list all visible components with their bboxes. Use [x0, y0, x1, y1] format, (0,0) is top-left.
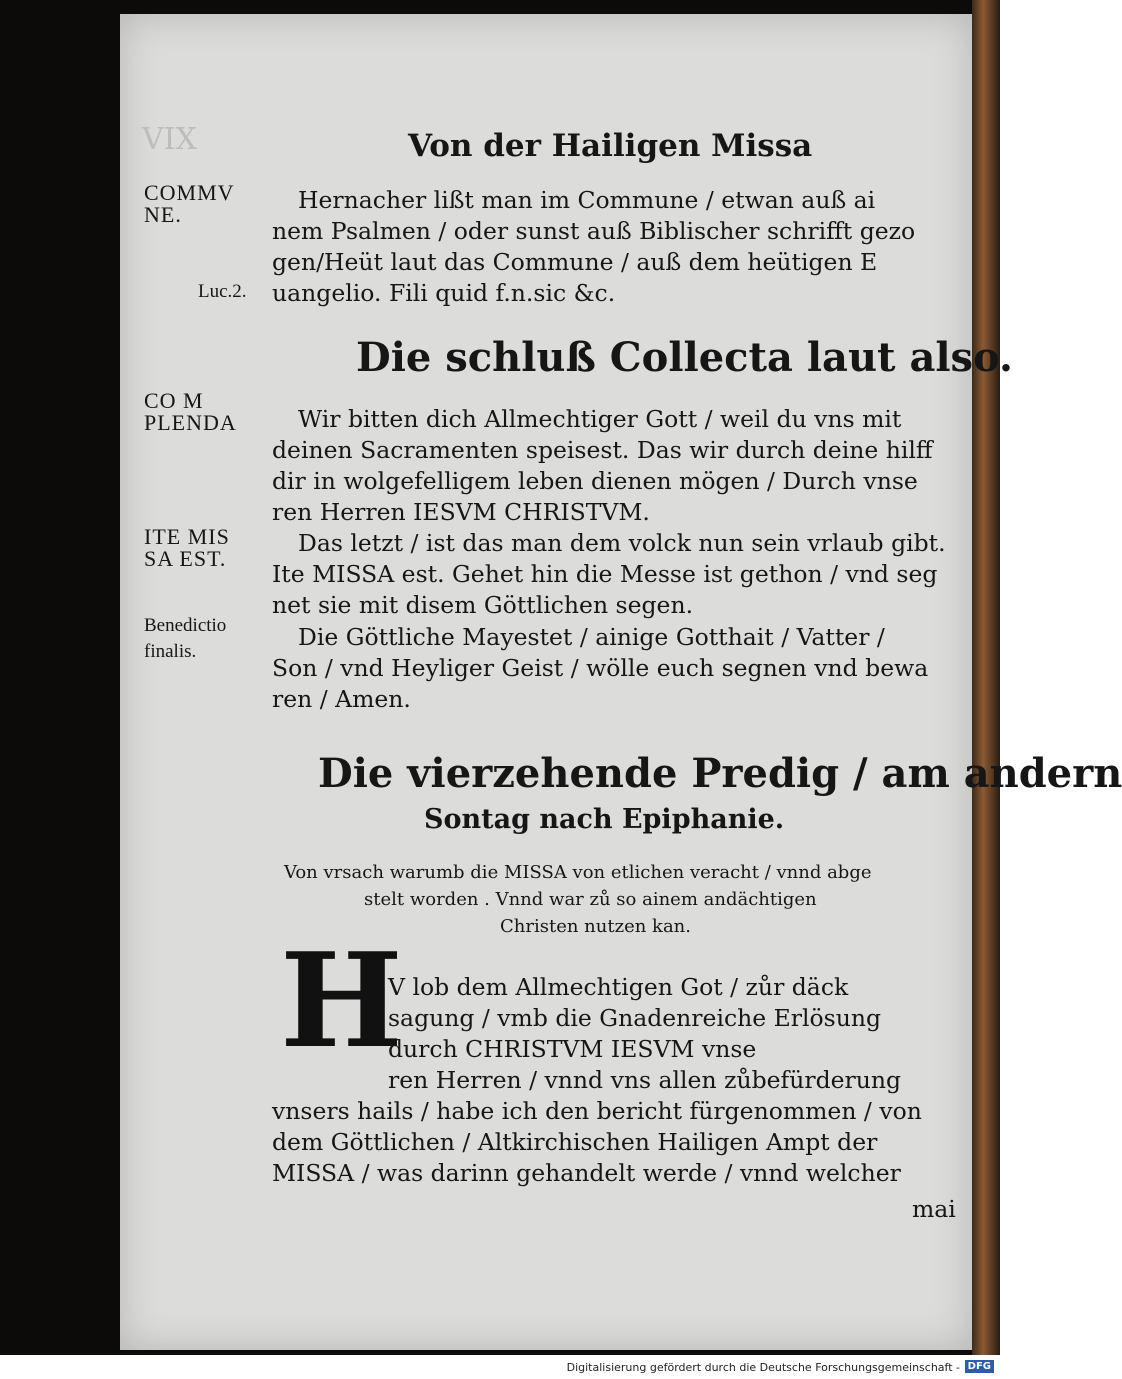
margin-note-benedictio-1: Benedictio — [144, 615, 227, 636]
text-line: durch CHRISTVM IESVM vnse — [388, 1035, 757, 1063]
dropcap-initial: H — [280, 924, 403, 1077]
text-line: Hernacher lißt man im Commune / etwan auß ai — [298, 186, 876, 214]
sermon-heading-line-1: Die vierzehende Predig / am andern — [318, 750, 1122, 797]
margin-note-complenda-2: PLENDA — [144, 410, 237, 435]
text-line: nem Psalmen / oder sunst auß Biblischer schrifft gezo — [272, 217, 916, 245]
ghost-folio: VIX — [142, 122, 197, 157]
text-line: ren Herren / vnnd vns allen zůbefürderung — [388, 1066, 902, 1094]
book-gutter — [972, 0, 1000, 1355]
text-line: Wir bitten dich Allmechtiger Gott / weil du vns mit — [298, 405, 902, 433]
summary-line: Christen nutzen kan. — [500, 916, 691, 937]
text-line: ren / Amen. — [272, 685, 411, 713]
text-line: ren Herren IESVM CHRISTVM. — [272, 498, 650, 526]
text-line: vnsers hails / habe ich den bericht fürgenommen / von — [272, 1097, 922, 1125]
footer-credit: Digitalisierung gefördert durch die Deutsche Forschungsgemeinschaft - — [566, 1361, 960, 1374]
sermon-heading-line-2: Sontag nach Epiphanie. — [424, 804, 785, 835]
text-line: Son / vnd Heyliger Geist / wölle euch segnen vnd bewa — [272, 654, 929, 682]
margin-note-commune-2: NE. — [144, 202, 182, 227]
catchword: mai — [912, 1195, 956, 1223]
margin-ref-luke: Luc.2. — [198, 281, 247, 302]
margin-note-complenda-1: CO M — [144, 388, 204, 413]
text-line: net sie mit disem Göttlichen segen. — [272, 591, 694, 619]
text-line: dir in wolgefelligem leben dienen mögen / Durch vnse — [272, 467, 918, 495]
footer-bar — [0, 1355, 1000, 1379]
summary-line: stelt worden . Vnnd war zů so ainem andächtigen — [364, 889, 817, 910]
text-line: dem Göttlichen / Altkirchischen Hailigen Ampt der — [272, 1128, 878, 1156]
text-line: gen/Heüt laut das Commune / auß dem heütigen E — [272, 248, 878, 276]
dfg-logo: DFG — [965, 1360, 994, 1373]
collecta-heading: Die schluß Collecta laut also. — [356, 334, 1013, 381]
text-line: sagung / vmb die Gnadenreiche Erlösung — [388, 1004, 882, 1032]
summary-line: Von vrsach warumb die MISSA von etlichen veracht / vnnd abge — [284, 862, 872, 883]
margin-note-ite-2: SA EST. — [144, 546, 227, 571]
running-head: Von der Hailigen Missa — [408, 128, 813, 164]
text-line: V lob dem Allmechtigen Got / zůr däck — [388, 973, 849, 1001]
margin-note-benedictio-2: finalis. — [144, 641, 197, 662]
text-line: Ite MISSA est. Gehet hin die Messe ist gethon / vnd seg — [272, 560, 938, 588]
margin-note-ite-1: ITE MIS — [144, 524, 230, 549]
text-line: Die Göttliche Mayestet / ainige Gotthait / Vatter / — [298, 623, 885, 651]
text-line: MISSA / was darinn gehandelt werde / vnnd welcher — [272, 1159, 901, 1187]
text-line: uangelio. Fili quid f.n.sic &c. — [272, 279, 616, 307]
text-line: deinen Sacramenten speisest. Das wir durch deine hilff — [272, 436, 933, 464]
text-line: Das letzt / ist das man dem volck nun sein vrlaub gibt. — [298, 529, 946, 557]
margin-note-commune-1: COMMV — [144, 180, 235, 205]
book-page — [120, 14, 1122, 1350]
